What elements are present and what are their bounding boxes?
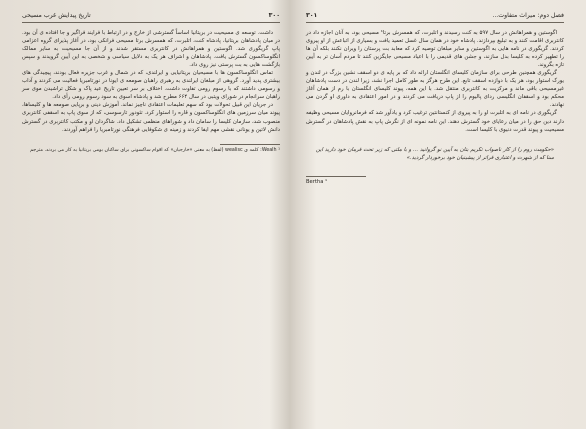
paragraph: اگوستین و همراهانش در سال ۵۹۷ به کنت رسیدند و اتلبرت، که همسرش برتا¹ مسیحی بود، به آنان اجازه داد در کانتربری اقامت کنند و به تبلیغ بپردازند. پادشاه خود در همان سال غسل تعمید یافت و بسیاری از اتباعش از او پیروی کردند. گریگوری در نامه هایی به اگوستین و سایر مبلغان توصیه کرد که معابد بت پرستان را ویران نکنند بلکه آن ها را تطهیر کرده به کلیسا بدل سازند، و جشن های قدیمی را با اعیاد مسیحی جایگزین کنند تا مردم آسان تر به آیین تازه بگروند. [306,30,564,69]
left-page-body [22,29,280,134]
right-page [294,0,586,429]
right-page-body [306,29,564,134]
running-head-left [22,12,280,23]
footnote-rule-left [220,144,280,145]
running-title-right: فصل دوم: میراث متفاوت... [492,12,564,19]
paragraph: تماس انگلوساکسون ها با مسیحیان بریتانیایی و ایرلندی، که در شمال و غرب جزیره فعال بودند، پیچیدگی های بیشتری پدید آورد. گروهی از مبلغان ایرلندی به رهبری راهبان صومعه ی ایونا در نورتامبریا فعالیت می کردند و آداب و رسومی داشتند که با رسوم رومی تفاوت داشت. اختلاف بر سر تعیین تاریخ عید پاک و شکل تراشیدن موی سر راهبان سرانجام در شورای ویتبی در سال ۶۶۴ مطرح شد و پادشاه اسوی به سود رسوم رومی رأی داد. [22,70,280,101]
paragraph: داشت. توسعه ی مسیحیت در بریتانیا اساساً گسترشی از خارج و در ارتباط با فرایند فراگیر و جا افتاده ی آن بود. در میان پادشاهان بریتانیا، پادشاه کنت، اتلبرت، که همسرش برتا مسیحی فرانکی بود، در آغاز پذیرای گروه اعزامی پاپ گریگوری شد. اگوستین و همراهانش در کانتربری مستقر شدند و از آن جا مسیحیت به سایر ممالک انگلوساکسون گسترش یافت. پادشاهان و اشراف هر یک به دلایل سیاسی و شخصی به این آیین گرویدند و سپس بازگشت هایی به بت پرستی نیز روی داد. [22,30,280,69]
running-head-right [306,12,564,23]
left-page [0,0,292,429]
page-number-right: ۳۰۱ [306,12,318,19]
page-number-left: ۳۰۰ [268,12,280,19]
paragraph: در جریان این قبیل تحولات بود که سهم تعلیمات اعتقادی ناچیز نماند. آموزش دینی و برپایی صومعه ها و کلیساها، پیوند میان سرزمین های انگلوساکسون و قاره را استوار کرد. تئودور تارسوسی، که از سوی پاپ به اسقفی کانتربری منصوب شد، سازمان کلیسا را سامان داد و شوراهای منظمی تشکیل داد. شاگردان او و مکتب کانتربری در گسترش دانش لاتین و یونانی نقشی مهم ایفا کردند و زمینه ی شکوفایی فرهنگی نورتامبریا را فراهم آوردند. [22,102,280,133]
paragraph: گریگوری در نامه ای به اتلبرت او را به پیروی از کنستانتین ترغیب کرد و یادآور شد که فرمانروایان مسیحی وظیفه دارند دین حق را در میان رعایای خود گسترش دهند. این نامه نمونه ای از نگرش پاپ به نقش پادشاهان در گسترش مسیحیت و پیوند قدرت دنیوی با کلیسا است. [306,110,564,133]
footnote-rule-right [306,176,366,177]
paragraph: گریگوری همچنین طرحی برای سازمان کلیسای انگلستان ارائه داد که بر پایه ی دو اسقف نشین بزرگ در لندن و یورک استوار بود، هر یک با دوازده اسقف تابع. این طرح هرگز به طور کامل اجرا نشد، زیرا لندن در دست پادشاهان غیرمسیحی باقی ماند و مرکزیت به کانتربری منتقل شد. با این همه، پیوند کلیسای انگلستان با رم از همان آغاز محکم بود و اسقفان انگلیسی ردای پالیوم را از پاپ دریافت می کردند و در امور اعتقادی به داوری او گردن می نهادند. [306,70,564,109]
block-quote: «حکومت روم را از کار ناصواب تکریم بتان به آیین نو گروانید ... و با ملتی که زیر تحت فرمان خود دارید این سنا که از شهرت و اعتباری فراتر از پیشینیان خود برخوردار گردید.» [316,146,554,161]
running-title-left: تاریخ پیدایش غرب مسیحی [22,12,91,19]
footnote-right: Bertha ¹ [306,179,328,186]
footnote-left: Wealh ¹: کلمه ی wealisc (لفظ) به معنی «خارجیان» که اقوام ساکسونی برای ساکنان بومی بریتانیا به کار می بردند. مترجم [30,148,280,154]
